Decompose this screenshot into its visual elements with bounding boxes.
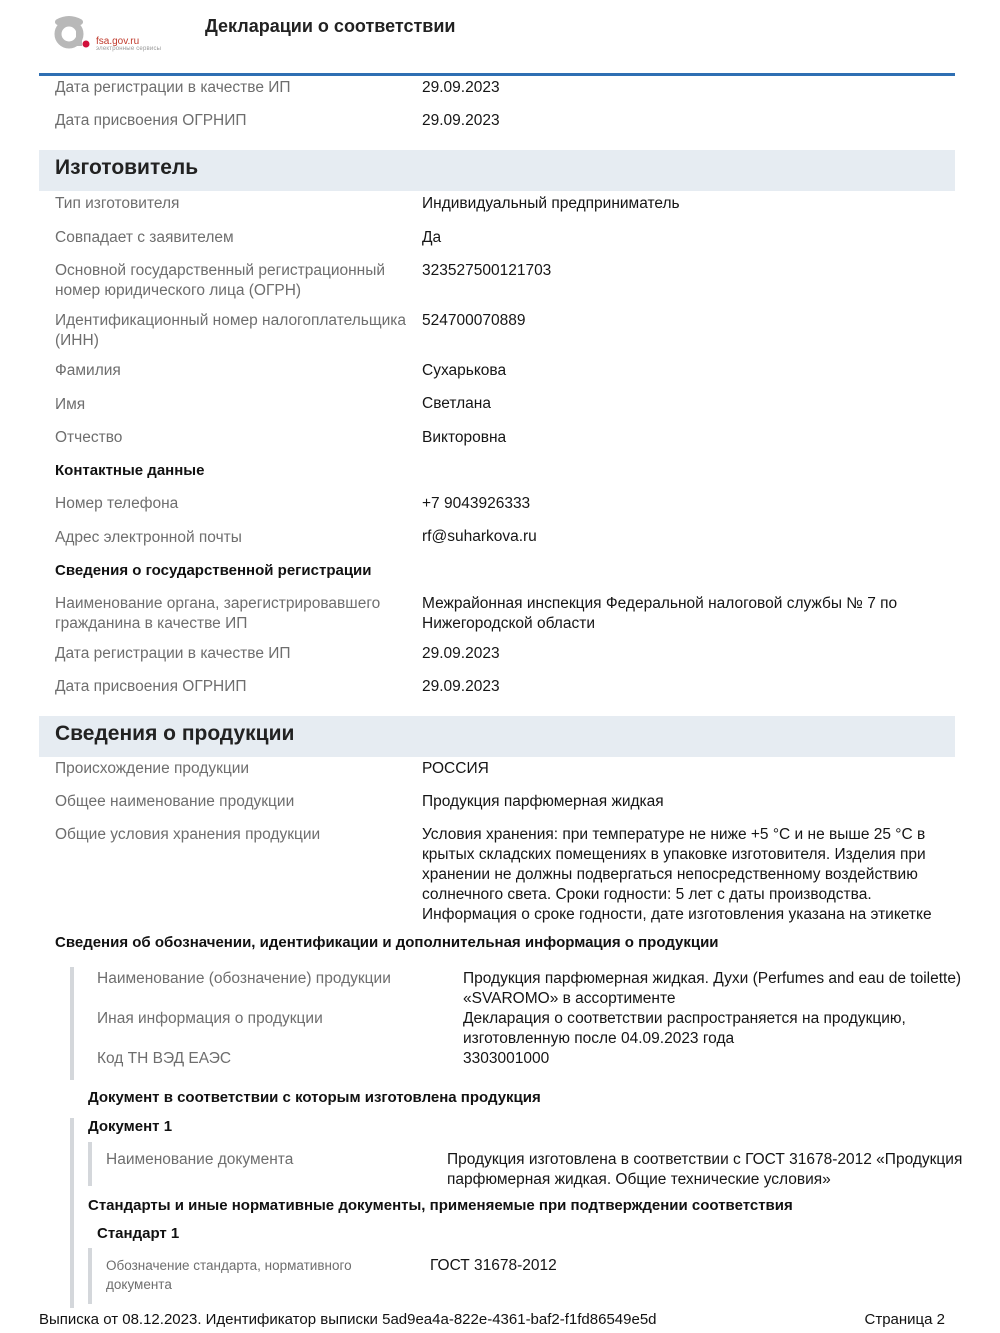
origin-value: РОССИЯ <box>422 760 489 777</box>
reg-date-label: Дата регистрации в качестве ИП <box>55 645 291 662</box>
section-header-manufacturer <box>39 150 955 191</box>
ogrn-value: 323527500121703 <box>422 262 552 279</box>
general-name-label: Общее наименование продукции <box>55 793 295 810</box>
inn-value: 524700070889 <box>422 312 526 329</box>
authority-label-line: Наименование органа, зарегистрировавшего <box>55 595 381 612</box>
designation-line: Продукция парфюмерная жидкая. Духи (Perfumes and eau de toilette) <box>463 970 962 987</box>
ogrn-label-line: Основной государственный регистрационный <box>55 262 386 279</box>
storage-label: Общие условия хранения продукции <box>55 826 321 843</box>
inn-label-line: Идентификационный номер налогоплательщика <box>55 312 407 329</box>
surname-value: Сухарькова <box>422 362 507 379</box>
storage-line: Информация о сроке годности, дате изготовления указана на этикетке <box>422 906 932 923</box>
doc-name-value <box>447 1150 962 1190</box>
standards-heading: Стандарты и иные нормативные документы, применяемые при подтверждении соответствия <box>88 1197 793 1214</box>
reg-date-value: 29.09.2023 <box>422 645 500 662</box>
standard-label-line: документа <box>106 1277 172 1292</box>
same-as-applicant-value: Да <box>422 229 442 246</box>
field-label: Дата регистрации в качестве ИП <box>55 79 291 96</box>
standard-label <box>106 1256 352 1294</box>
inn-label <box>55 311 406 351</box>
first-name-label: Имя <box>55 396 86 413</box>
doc-name-line: парфюмерная жидкая. Общие технические условия» <box>447 1171 831 1188</box>
standard-label-line: Обозначение стандарта, нормативного <box>106 1258 352 1273</box>
same-as-applicant-label: Совпадает с заявителем <box>55 229 234 246</box>
nested-block-bar <box>88 1142 92 1186</box>
designation-value <box>463 969 961 1009</box>
other-info-value <box>463 1009 906 1049</box>
doc1-heading: Документ 1 <box>88 1118 173 1135</box>
field-value: 29.09.2023 <box>422 112 500 129</box>
storage-value <box>422 825 932 925</box>
identification-heading: Сведения об обозначении, идентификации и дополнительная информация о продукции <box>55 934 719 951</box>
footer-page-number: Страница 2 <box>864 1311 945 1328</box>
phone-label: Номер телефона <box>55 495 179 512</box>
tnved-value: 3303001000 <box>463 1050 550 1067</box>
authority-label <box>55 594 380 634</box>
other-info-label: Иная информация о продукции <box>97 1010 323 1027</box>
nested-block-bar <box>88 1248 92 1304</box>
email-label: Адрес электронной почты <box>55 529 242 546</box>
phone-value: +7 9043926333 <box>422 495 531 512</box>
contacts-heading: Контактные данные <box>55 462 205 479</box>
section-title: Изготовитель <box>55 156 199 179</box>
nested-block-bar <box>70 967 74 1080</box>
header-divider <box>39 73 955 76</box>
patronymic-label: Отчество <box>55 429 123 446</box>
page-title: Декларации о соответствии <box>205 16 456 36</box>
standard-value: ГОСТ 31678-2012 <box>430 1257 557 1274</box>
authority-value-line: Межрайонная инспекция Федеральной налоговой службы № 7 по <box>422 595 898 612</box>
doc-name-label: Наименование документа <box>106 1151 294 1168</box>
registration-heading: Сведения о государственной регистрации <box>55 562 372 579</box>
authority-value-line: Нижегородской области <box>422 615 595 632</box>
origin-label: Происхождение продукции <box>55 760 250 777</box>
ogrn-label <box>55 261 385 301</box>
storage-line: Условия хранения: при температуре не ниже +5 °С и не выше 25 °С в <box>422 826 926 843</box>
email-value: rf@suharkova.ru <box>422 528 537 545</box>
surname-label: Фамилия <box>55 362 121 379</box>
fsa-logo-icon <box>52 14 90 52</box>
designation-line: «SVAROMO» в ассортименте <box>463 990 676 1007</box>
logo-text: fsa.gov.ru <box>96 36 140 47</box>
manufacturer-type-value: Индивидуальный предприниматель <box>422 195 680 212</box>
storage-line: солнечного света. Сроки годности: 5 лет с даты производства. <box>422 886 872 903</box>
first-name-value: Светлана <box>422 395 491 412</box>
ogrnip-date-label: Дата присвоения ОГРНИП <box>55 678 247 695</box>
field-label: Дата присвоения ОГРНИП <box>55 112 247 129</box>
other-info-line: Декларация о соответствии распространяется на продукцию, <box>463 1010 906 1027</box>
inn-label-line: (ИНН) <box>55 332 99 349</box>
manufacturer-type-label: Тип изготовителя <box>55 195 180 212</box>
general-name-value: Продукция парфюмерная жидкая <box>422 793 664 810</box>
storage-line: хранении не должны подвергаться непосредственному воздействию <box>422 866 918 883</box>
tnved-label: Код ТН ВЭД ЕАЭС <box>97 1050 232 1067</box>
nested-block-bar <box>70 1118 74 1308</box>
field-value: 29.09.2023 <box>422 79 500 96</box>
section-title: Сведения о продукции <box>55 722 295 745</box>
designation-label: Наименование (обозначение) продукции <box>97 970 391 987</box>
storage-line: крытых складских помещениях в упаковке изготовителя. Изделия при <box>422 846 926 863</box>
authority-value <box>422 594 897 634</box>
authority-label-line: гражданина в качестве ИП <box>55 615 248 632</box>
logo-subtitle: электронные сервисы <box>96 46 162 52</box>
doc-name-line: Продукция изготовлена в соответствии с ГОСТ 31678-2012 «Продукция <box>447 1151 963 1168</box>
footer-extract-id: Выписка от 08.12.2023. Идентификатор выписки 5ad9ea4a-822e-4361-baf2-f1fd86549e5d <box>39 1311 657 1328</box>
standard1-heading: Стандарт 1 <box>97 1225 180 1242</box>
other-info-line: изготовленную после 04.09.2023 года <box>463 1030 735 1047</box>
ogrnip-date-value: 29.09.2023 <box>422 678 500 695</box>
ogrn-label-line: номер юридического лица (ОГРН) <box>55 282 302 299</box>
section-header-product <box>39 716 955 757</box>
patronymic-value: Викторовна <box>422 429 507 446</box>
doc-heading: Документ в соответствии с которым изготовлена продукция <box>88 1089 541 1106</box>
